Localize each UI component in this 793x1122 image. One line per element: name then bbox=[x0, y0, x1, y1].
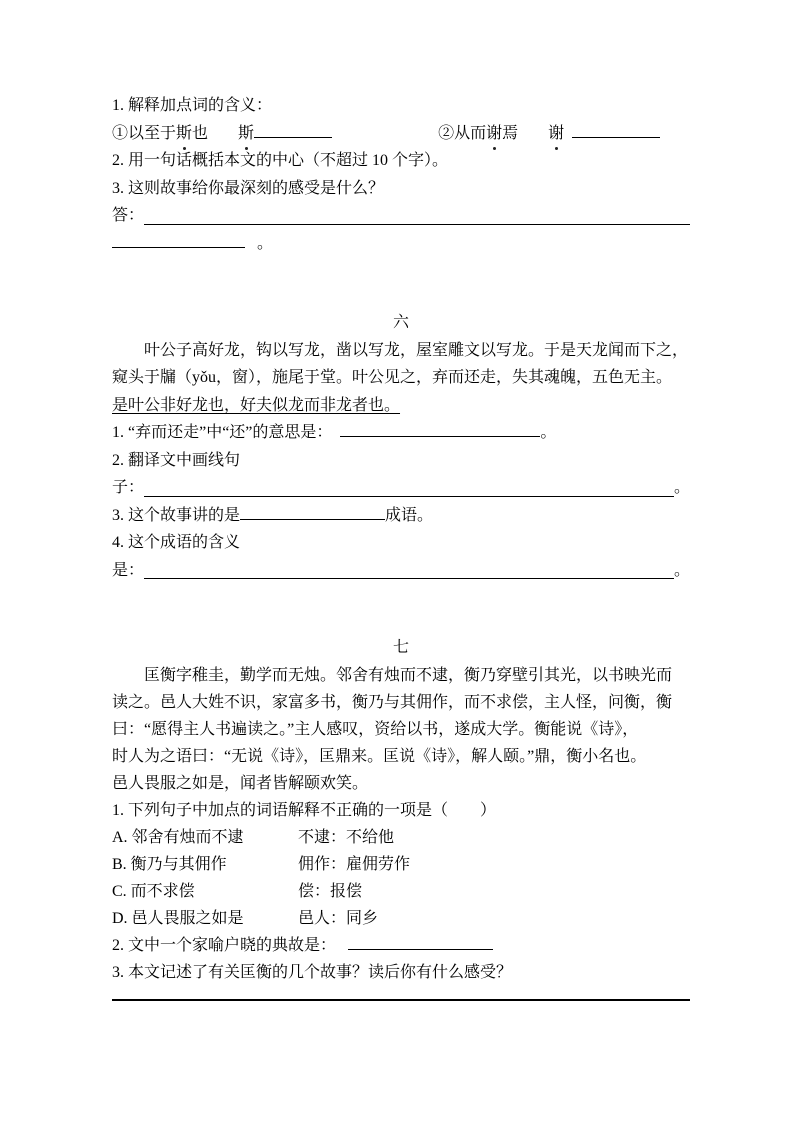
option-b-explanation: 佣作：雇佣劳作 bbox=[298, 855, 411, 873]
seven-question-2-blank bbox=[348, 932, 493, 950]
seven-question-2-prefix: 2. 文中一个家喻户晓的典故是： bbox=[112, 936, 337, 954]
intro-question-3-text: 3. 这则故事给你最深刻的感受是什么？ bbox=[112, 179, 385, 197]
six-question-3 bbox=[112, 502, 690, 530]
seven-passage-line-2 bbox=[112, 689, 690, 716]
intro-answer-blank-long bbox=[144, 223, 690, 225]
intro-question-1-text: 1. 解释加点词的含义： bbox=[112, 97, 273, 114]
item1-phrase-prefix: ①以至于 bbox=[112, 124, 177, 142]
seven-question-3 bbox=[112, 959, 690, 986]
option-c-phrase: C. 而不求偿 bbox=[112, 882, 195, 900]
item1-phrase-suffix: 也 bbox=[192, 124, 209, 142]
item1-dotted-char: 斯 bbox=[176, 120, 192, 148]
page-content bbox=[112, 92, 690, 1001]
intro-answer-blank-short bbox=[112, 230, 245, 248]
item2-phrase-suffix: 焉 bbox=[502, 124, 519, 142]
six-question-4-prefix: 是： bbox=[112, 561, 145, 579]
option-c-explanation: 偿：报偿 bbox=[298, 882, 363, 900]
seven-question-1 bbox=[112, 797, 690, 824]
item2-dotted-char: 谢 bbox=[486, 120, 502, 148]
option-b-phrase: B. 衡乃与其佣作 bbox=[112, 855, 227, 873]
intro-answer-row bbox=[112, 202, 690, 230]
option-a-explanation: 不逮：不给他 bbox=[298, 828, 395, 846]
six-question-3-suffix: 成语。 bbox=[385, 506, 434, 524]
seven-passage-text-2: 读之。邑人大姓不识，家富多书，衡乃与其佣作，而不求偿，主人怪，问衡，衡 bbox=[112, 693, 673, 711]
option-a-phrase: A. 邻舍有烛而不逮 bbox=[112, 828, 244, 846]
seven-question-3-text: 3. 本文记述了有关匡衡的几个故事？读后你有什么感受？ bbox=[112, 963, 513, 981]
intro-question-1 bbox=[112, 92, 690, 120]
six-question-2-line-1 bbox=[112, 447, 690, 475]
six-question-4-line-2 bbox=[112, 557, 690, 585]
item1-word: 斯 bbox=[238, 120, 254, 148]
item2-word: 谢 bbox=[548, 120, 564, 148]
intro-answer-row-2 bbox=[112, 230, 690, 258]
seven-passage-line-1 bbox=[112, 662, 690, 689]
six-question-4-text: 4. 这个成语的含义 bbox=[112, 534, 241, 551]
option-d-phrase: D. 邑人畏服之如是 bbox=[112, 909, 244, 927]
seven-passage-line-3 bbox=[112, 716, 690, 743]
six-question-3-prefix: 3. 这个故事讲的是 bbox=[112, 506, 241, 524]
six-question-1-text: 1. “弃而还走”中“还”的意思是： bbox=[112, 424, 333, 441]
six-question-3-blank bbox=[240, 502, 385, 520]
intro-question-3 bbox=[112, 175, 690, 203]
six-question-2-prefix: 子： bbox=[112, 479, 145, 496]
seven-answer-line bbox=[112, 999, 690, 1001]
answer-label: 答： bbox=[112, 207, 145, 224]
intro-question-2 bbox=[112, 147, 690, 175]
section-seven-heading bbox=[112, 634, 690, 662]
item2-answer-blank bbox=[572, 120, 660, 138]
option-row-d bbox=[112, 905, 690, 932]
six-passage-line-1 bbox=[112, 337, 690, 365]
seven-passage-line-4 bbox=[112, 743, 690, 770]
seven-question-2 bbox=[112, 932, 690, 959]
six-passage-underlined-sentence: 是叶公非好龙也，好夫似龙而非龙者也。 bbox=[112, 396, 401, 414]
six-question-4-blank bbox=[144, 577, 674, 579]
six-question-1-blank bbox=[340, 419, 540, 437]
seven-passage-text-4: 时人为之语曰：“无说《诗》，匡鼎来。匡说《诗》，解人颐。”鼎，衡小名也。 bbox=[112, 747, 647, 765]
section-six-heading-text: 六 bbox=[392, 314, 409, 331]
item2-phrase-prefix: ②从而 bbox=[438, 124, 487, 142]
intro-items-row bbox=[112, 120, 690, 148]
seven-passage-text-5: 邑人畏服之如是，闻者皆解颐欢笑。 bbox=[112, 774, 369, 792]
option-row-c bbox=[112, 878, 690, 905]
section-seven-heading-text: 七 bbox=[392, 639, 409, 656]
six-question-4-period: 。 bbox=[673, 561, 690, 579]
six-question-2-period: 。 bbox=[673, 479, 690, 496]
intro-question-2-text: 2. 用一句话概括本文的中心（不超过 10 个字）。 bbox=[112, 152, 449, 169]
six-question-2-text: 2. 翻译文中画线句 bbox=[112, 451, 241, 469]
section-seven bbox=[112, 634, 690, 1001]
item1-answer-blank bbox=[254, 120, 332, 138]
seven-passage-text-3: 曰：“愿得主人书遍读之。”主人感叹，资给以书，遂成大学。衡能说《诗》， bbox=[112, 720, 639, 738]
intro-answer-period: 。 bbox=[257, 234, 274, 252]
six-question-1-period: 。 bbox=[540, 424, 557, 441]
six-passage-line-2 bbox=[112, 364, 690, 392]
seven-question-1-text: 1. 下列句子中加点的词语解释不正确的一项是（ ） bbox=[112, 801, 497, 819]
six-question-2-blank bbox=[144, 495, 674, 497]
option-row-b bbox=[112, 851, 690, 878]
six-passage-line-3 bbox=[112, 392, 690, 420]
six-question-4-line-1 bbox=[112, 529, 690, 557]
six-passage-text-1: 叶公子高好龙，钩以写龙，凿以写龙，屋室雕文以写龙。于是天龙闻而下之， bbox=[144, 341, 689, 359]
six-question-2-line-2 bbox=[112, 474, 690, 502]
six-question-1 bbox=[112, 419, 690, 447]
option-row-a bbox=[112, 824, 690, 851]
seven-passage-line-5 bbox=[112, 770, 690, 797]
six-passage-text-2: 窥头于牖（yǒu，窗），施尾于堂。叶公见之，弃而还走，失其魂魄，五色无主。 bbox=[112, 369, 673, 386]
seven-passage-text-1: 匡衡字稚圭，勤学而无烛。邻舍有烛而不逮，衡乃穿壁引其光，以书映光而 bbox=[144, 666, 673, 684]
section-six-heading bbox=[112, 309, 690, 337]
option-d-explanation: 邑人：同乡 bbox=[298, 909, 379, 927]
